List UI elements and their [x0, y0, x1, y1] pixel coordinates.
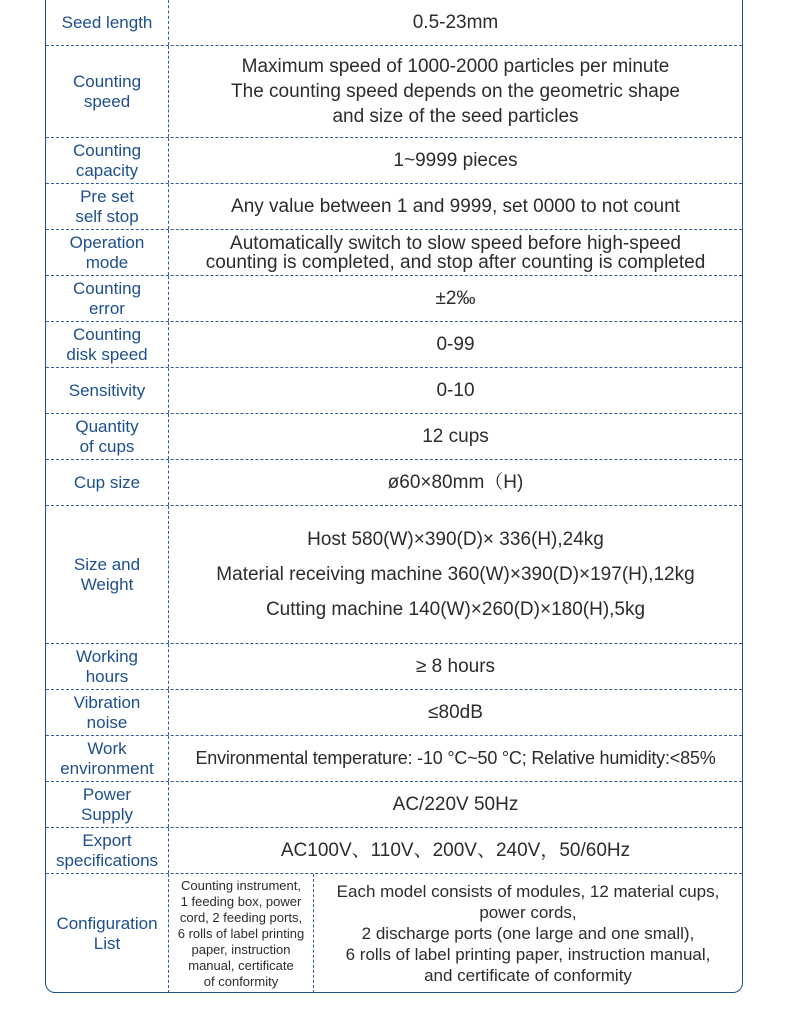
label-line: Cup size: [73, 472, 141, 492]
label-line: of cups: [79, 436, 135, 456]
value-line: AC/220V 50Hz: [392, 794, 519, 815]
row-value: [169, 506, 742, 643]
row-label: [46, 874, 169, 993]
row-value: [169, 138, 742, 183]
value-line: 0-99: [436, 334, 475, 355]
value-line: Environmental temperature: -10 °C~50 °C; Relative humidity:<85%: [195, 748, 716, 768]
row-value: [169, 828, 742, 873]
value-line: The counting speed depends on the geometric shape: [231, 81, 680, 102]
row-counting-disk-speed: [46, 322, 742, 368]
row-size-and-weight: [46, 506, 742, 644]
label-line: speed: [83, 91, 131, 111]
label-line: specifications: [55, 850, 159, 870]
label-line: Working: [75, 646, 139, 666]
row-label: [46, 46, 169, 137]
row-value: [169, 46, 742, 137]
row-quantity-of-cups: [46, 414, 742, 460]
config-model-contents: [314, 874, 742, 993]
label-line: hours: [85, 666, 129, 686]
label-line: Counting: [72, 71, 142, 91]
label-line: Configuration: [56, 913, 158, 933]
value-line: of conformity: [203, 973, 279, 989]
row-label: [46, 460, 169, 505]
label-line: noise: [86, 712, 128, 732]
row-cup-size: [46, 460, 742, 506]
row-value: [169, 230, 742, 275]
label-line: self stop: [75, 206, 139, 226]
label-line: Operation: [69, 232, 145, 252]
row-label: [46, 736, 169, 781]
row-power-supply: [46, 782, 742, 828]
row-value: [169, 736, 742, 781]
label-line: Export: [82, 830, 132, 850]
label-line: environment: [60, 758, 154, 778]
value-line: 2 discharge ports (one large and one small),: [361, 924, 695, 943]
row-value: [169, 276, 742, 321]
row-vibration-noise: [46, 690, 742, 736]
row-label: [46, 782, 169, 827]
value-line: Maximum speed of 1000-2000 particles per minute: [241, 56, 670, 77]
label-line: Size and: [73, 554, 141, 574]
label-line: capacity: [75, 160, 139, 180]
row-seed-length: [46, 0, 742, 46]
row-value: [169, 460, 742, 505]
value-line: 6 rolls of label printing paper, instruction manual,: [345, 945, 711, 964]
row-label: [46, 276, 169, 321]
label-line: Counting: [72, 278, 142, 298]
row-label: [46, 0, 169, 45]
label-line: Work: [87, 738, 127, 758]
row-value: [169, 782, 742, 827]
label-line: mode: [85, 252, 129, 272]
label-line: Counting: [72, 140, 142, 160]
value-line: AC100V、110V、200V、240V，50/60Hz: [280, 840, 631, 861]
value-line: manual, certificate: [188, 957, 294, 973]
value-line: Material receiving machine 360(W)×390(D)×197(H),12kg: [216, 564, 695, 585]
value-line: Counting instrument,: [181, 877, 301, 893]
value-line: 0.5-23mm: [412, 12, 499, 33]
value-line: ø60×80mm（H): [387, 472, 524, 493]
value-line: Cutting machine 140(W)×260(D)×180(H),5kg: [265, 599, 646, 620]
row-label: [46, 138, 169, 183]
label-line: Weight: [80, 574, 134, 594]
row-value: [169, 322, 742, 367]
row-value: [169, 184, 742, 229]
row-value: [169, 690, 742, 735]
label-line: Sensitivity: [68, 380, 146, 400]
value-line: ±2‰: [435, 288, 476, 309]
value-line: 0-10: [436, 380, 475, 401]
value-line: ≥ 8 hours: [415, 656, 496, 677]
label-line: Power: [82, 784, 132, 804]
value-line: ≤80dB: [428, 702, 483, 723]
label-line: Vibration: [73, 692, 141, 712]
value-line: 1 feeding box, power: [180, 893, 302, 909]
label-line: List: [93, 933, 121, 953]
row-label: [46, 828, 169, 873]
label-line: disk speed: [66, 344, 148, 364]
value-line: counting is completed, and stop after counting is completed: [205, 251, 706, 273]
label-line: Supply: [81, 804, 133, 824]
label-line: error: [89, 298, 125, 318]
row-label: [46, 644, 169, 689]
row-label: [46, 690, 169, 735]
value-line: power cords,: [479, 903, 577, 922]
spec-table: [45, 0, 743, 993]
value-line: and size of the seed particles: [332, 106, 579, 127]
row-label: [46, 368, 169, 413]
value-line: cord, 2 feeding ports,: [179, 909, 303, 925]
row-counting-speed: [46, 46, 742, 138]
value-line: Automatically switch to slow speed before high-speed: [230, 232, 681, 254]
row-value: [169, 644, 742, 689]
row-sensitivity: [46, 368, 742, 414]
value-line: 6 rolls of label printing: [177, 925, 305, 941]
row-label: [46, 322, 169, 367]
label-line: Seed length: [61, 12, 153, 32]
row-label: [46, 184, 169, 229]
label-line: Pre set: [80, 186, 134, 206]
row-configuration-list: [46, 874, 742, 993]
row-operation-mode: [46, 230, 742, 276]
value-line: Host 580(W)×390(D)× 336(H),24kg: [307, 529, 604, 550]
row-working-hours: [46, 644, 742, 690]
row-work-environment: [46, 736, 742, 782]
value-line: Each model consists of modules, 12 material cups,: [336, 882, 720, 901]
value-line: 1~9999 pieces: [393, 150, 518, 171]
row-counting-capacity: [46, 138, 742, 184]
value-line: paper, instruction: [191, 941, 291, 957]
row-label: [46, 506, 169, 643]
row-label: [46, 414, 169, 459]
row-value: [169, 414, 742, 459]
label-line: Counting: [72, 324, 142, 344]
label-line: Quantity: [75, 416, 139, 436]
row-export-specifications: [46, 828, 742, 874]
row-preset-self-stop: [46, 184, 742, 230]
value-line: Any value between 1 and 9999, set 0000 to not count: [231, 196, 680, 217]
config-standard-contents: [169, 874, 314, 993]
value-line: 12 cups: [422, 426, 489, 447]
row-value: [169, 0, 742, 45]
row-value: [169, 368, 742, 413]
row-label: [46, 230, 169, 275]
row-counting-error: [46, 276, 742, 322]
value-line: and certificate of conformity: [424, 966, 632, 985]
